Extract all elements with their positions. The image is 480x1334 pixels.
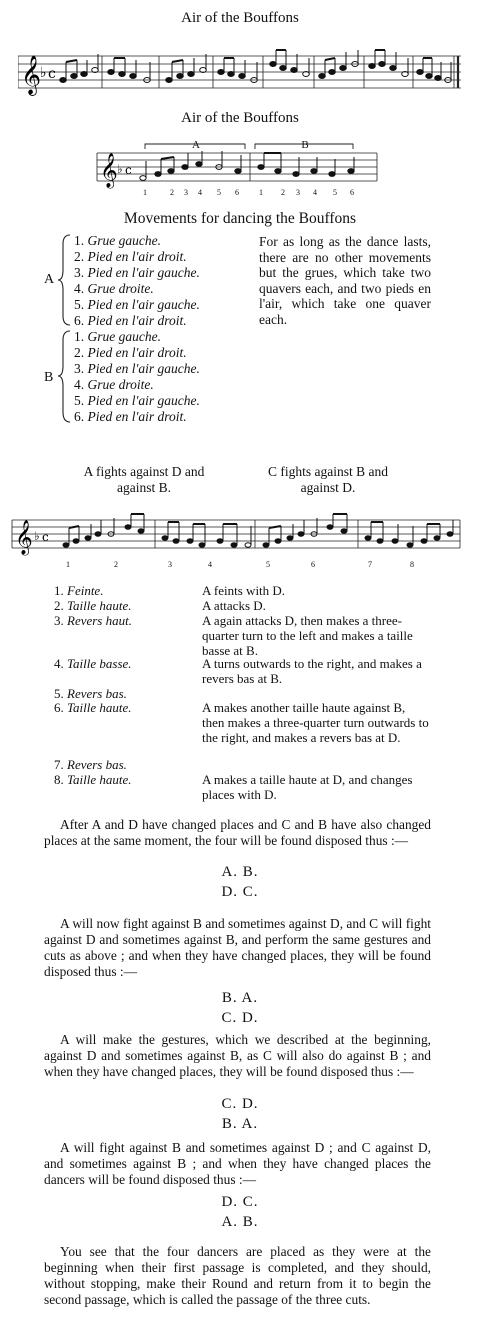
section-label-b: B bbox=[301, 139, 309, 151]
movement-b-2: 2. Pied en l'air droit. bbox=[74, 345, 187, 360]
position-1-row-2: D. C. bbox=[221, 884, 259, 900]
measure-number: 7 bbox=[368, 560, 372, 569]
position-4-row-2: A. B. bbox=[221, 1214, 259, 1230]
svg-text:c: c bbox=[125, 163, 132, 177]
music-staff-2 bbox=[95, 133, 385, 203]
position-2-row-2: C. D. bbox=[221, 1010, 259, 1026]
cut-6-desc: A makes another taille haute against B, then makes a three-quarter turn outwards to the right, and makes a revers bas at D. bbox=[202, 700, 429, 745]
movement-a-3: 3. Pied en l'air gauche. bbox=[74, 265, 200, 280]
beat-number: 4 bbox=[313, 188, 317, 197]
beat-number: 2 bbox=[281, 188, 285, 197]
position-1-row-1: A. B. bbox=[221, 864, 259, 880]
measure-number: 1 bbox=[66, 560, 70, 569]
paragraph-3: A will make the gestures, which we described at the beginning, against D and sometimes against B, as C will also do against B ; and when they have changed places, they will be found disposed thus :— bbox=[44, 1032, 431, 1079]
svg-text:♭: ♭ bbox=[34, 529, 40, 543]
beat-number: 6 bbox=[235, 188, 239, 197]
paragraph-5: You see that the four dancers are placed as they were at the beginning when their first passage is completed, and they should, without stopping, make their Round and return from it to begin the second passage, which is called the passage of the three cuts. bbox=[44, 1244, 431, 1307]
movement-a-1: 1. Grue gauche. bbox=[74, 233, 161, 248]
music-staff-1 bbox=[18, 48, 463, 98]
section-label-a: A bbox=[192, 139, 200, 151]
group-brace bbox=[57, 232, 73, 428]
fight-left-heading: A fights against D and against B. bbox=[83, 464, 205, 495]
svg-text:♭: ♭ bbox=[117, 162, 123, 176]
paragraph-1: After A and D have changed places and C and B have also changed places at the same moment, the four will be found disposed thus :— bbox=[44, 817, 431, 848]
cut-4-desc: A turns outwards to the right, and makes a revers bas at B. bbox=[202, 656, 422, 686]
svg-text:♭: ♭ bbox=[40, 65, 47, 81]
position-2-row-1: B. A. bbox=[221, 990, 259, 1006]
title-1: Air of the Bouffons bbox=[181, 10, 299, 26]
beat-number: 5 bbox=[333, 188, 337, 197]
cut-2: 2. Taille haute. bbox=[54, 598, 132, 613]
paragraph-4: A will fight against B and sometimes against D ; and C against D, and sometimes against B ; and when they have changed places the dancers will be found disposed thus :— bbox=[44, 1140, 431, 1187]
measure-number: 5 bbox=[266, 560, 270, 569]
beat-number: 1 bbox=[143, 188, 147, 197]
cut-5: 5. Revers bas. bbox=[54, 686, 127, 701]
cut-8: 8. Taille haute. bbox=[54, 772, 132, 787]
movement-b-1: 1. Grue gauche. bbox=[74, 329, 161, 344]
measure-number: 3 bbox=[168, 560, 172, 569]
svg-text:c: c bbox=[48, 66, 56, 82]
title-2: Air of the Bouffons bbox=[181, 110, 299, 126]
svg-text:c: c bbox=[42, 530, 49, 544]
beat-number: 5 bbox=[217, 188, 221, 197]
beat-number: 2 bbox=[170, 188, 174, 197]
group-b-label: B bbox=[44, 370, 54, 385]
movement-b-5: 5. Pied en l'air gauche. bbox=[74, 393, 200, 408]
beat-number: 3 bbox=[184, 188, 188, 197]
cut-1: 1. Feinte. bbox=[54, 583, 104, 598]
beat-number: 1 bbox=[259, 188, 263, 197]
movements-title: Movements for dancing the Bouffons bbox=[123, 210, 357, 227]
measure-number: 4 bbox=[208, 560, 212, 569]
measure-number: 8 bbox=[410, 560, 414, 569]
svg-text:𝄞: 𝄞 bbox=[100, 153, 118, 188]
movement-b-3: 3. Pied en l'air gauche. bbox=[74, 361, 200, 376]
movement-a-6: 6. Pied en l'air droit. bbox=[74, 313, 187, 328]
movement-b-6: 6. Pied en l'air droit. bbox=[74, 409, 187, 424]
music-staff-3 bbox=[10, 512, 465, 578]
cut-7: 7. Revers bas. bbox=[54, 757, 127, 772]
cut-8-desc: A makes a taille haute at D, and changes places with D. bbox=[202, 772, 413, 802]
position-4-row-1: D. C. bbox=[221, 1194, 259, 1210]
beat-number: 6 bbox=[350, 188, 354, 197]
cut-4: 4. Taille basse. bbox=[54, 656, 132, 671]
movement-a-4: 4. Grue droite. bbox=[74, 281, 154, 296]
cut-1-desc: A feints with D. bbox=[202, 583, 286, 598]
measure-number: 6 bbox=[311, 560, 315, 569]
cut-6: 6. Taille haute. bbox=[54, 700, 132, 715]
position-3-row-2: B. A. bbox=[221, 1116, 259, 1132]
position-3-row-1: C. D. bbox=[221, 1096, 259, 1112]
movement-a-5: 5. Pied en l'air gauche. bbox=[74, 297, 200, 312]
cut-3: 3. Revers haut. bbox=[54, 613, 132, 628]
group-a-label: A bbox=[44, 272, 55, 287]
movement-b-4: 4. Grue droite. bbox=[74, 377, 154, 392]
svg-text:𝄞: 𝄞 bbox=[15, 520, 33, 555]
measure-number: 2 bbox=[114, 560, 118, 569]
movements-note: For as long as the dance lasts, there are no other movements but the grues, which take two quavers each, and two pieds en l'air, which take one quaver each. bbox=[259, 234, 431, 327]
beat-number: 4 bbox=[198, 188, 202, 197]
beat-number: 3 bbox=[296, 188, 300, 197]
paragraph-2: A will now fight against B and sometimes against D, and C will fight against D and sometimes against B, and perform the same gestures and cuts as above ; and when they have changed places, they will be found disposed thus :— bbox=[44, 916, 431, 979]
svg-text:𝄞: 𝄞 bbox=[21, 55, 42, 95]
cut-3-desc: A again attacks D, then makes a three-quarter turn to the left and makes a taille basse at B. bbox=[202, 613, 413, 658]
fight-right-heading: C fights against B and against D. bbox=[268, 464, 388, 495]
cut-2-desc: A attacks D. bbox=[202, 598, 266, 613]
movement-a-2: 2. Pied en l'air droit. bbox=[74, 249, 187, 264]
